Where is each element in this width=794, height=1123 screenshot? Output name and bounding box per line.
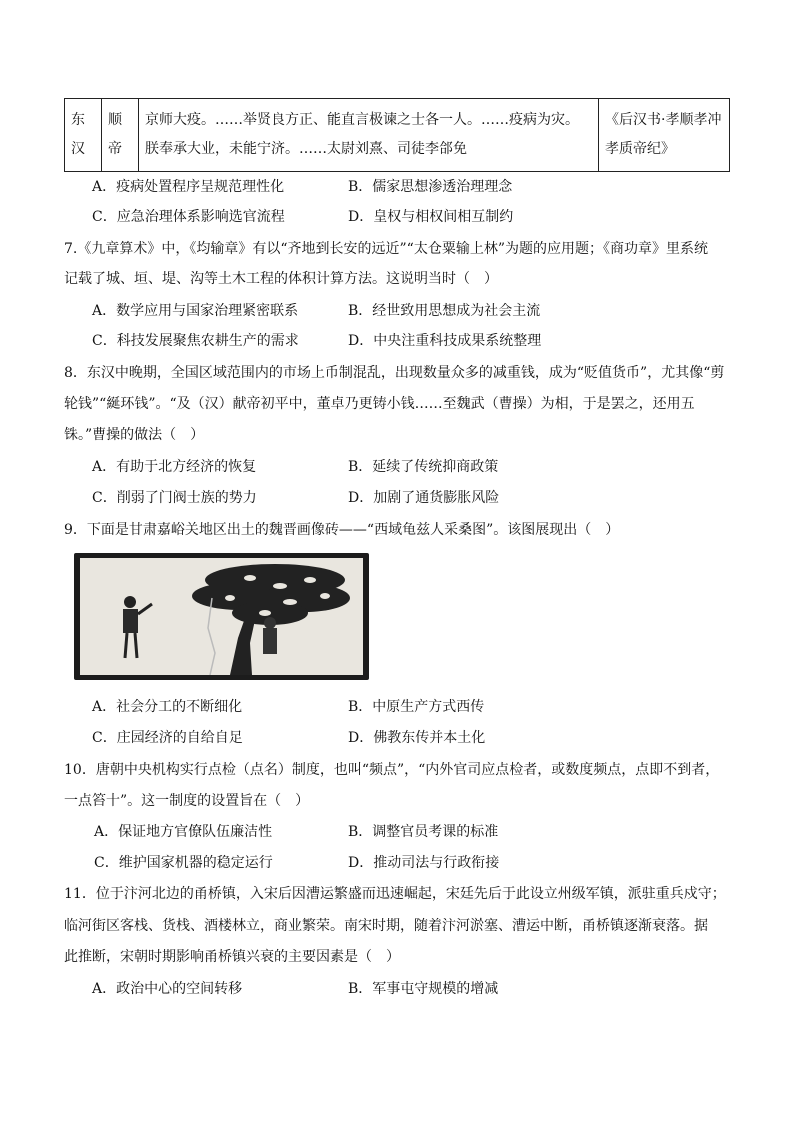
q10-option-b: B．调整官员考课的标准	[348, 824, 499, 840]
q11-option-a: A．政治中心的空间转移	[92, 981, 243, 997]
q7-option-c: C．科技发展聚焦农耕生产的需求	[92, 333, 299, 349]
q10-option-a: A．保证地方官僚队伍廉洁性	[94, 824, 273, 840]
q9-option-c: C．庄园经济的自给自足	[92, 730, 243, 746]
q8-stem-line3: 铢。”曹操的做法（ ）	[64, 427, 205, 443]
q11-stem-line1: 11．位于汴河北边的甬桥镇，入宋后因漕运繁盛而迅速崛起，宋廷先后于此设立州级军镇，派驻重兵戍守；	[64, 886, 726, 902]
q7-option-a: A．数学应用与国家治理紧密联系	[92, 303, 299, 319]
q8-option-d: D．加剧了通货膨胀风险	[348, 490, 500, 506]
table-row	[65, 99, 730, 172]
q11-stem-line2: 临河街区客栈、货栈、酒楼林立，商业繁荣。南宋时期，随着汴河淤塞、漕运中断，甬桥镇逐渐衰落。据	[64, 918, 708, 934]
q8-option-a: A．有助于北方经济的恢复	[92, 459, 257, 475]
q8-stem-line1: 8．东汉中晚期，全国区域范围内的市场上币制混乱，出现数量众多的减重钱，成为“贬值货币”，尤其像“剪	[64, 365, 725, 381]
q8-option-b: B．延续了传统抑商政策	[348, 459, 499, 475]
q9-option-d: D．佛教东传并本土化	[348, 730, 486, 746]
q9-option-b: B．中原生产方式西传	[348, 699, 485, 715]
q6-option-d: D．皇权与相权间相互制约	[348, 209, 514, 225]
content-cell: 京师大疫。……举贤良方正、能直言极谏之士各一人。……疫病为灾。朕奉承大业，未能宁济。……太尉刘熹、司徒李郃免	[139, 99, 599, 172]
q8-option-c: C．削弱了门阀士族的势力	[92, 490, 257, 506]
q9-stem: 9．下面是甘肃嘉峪关地区出土的魏晋画像砖——“西域龟兹人采桑图”。该图展现出（ ）	[64, 522, 620, 538]
q7-stem-line1: 7.《九章算术》中，《均输章》有以“齐地到长安的远近”“太仓粟输上林”为题的应用题；《商功章》里系统	[64, 241, 708, 257]
q10-stem-line2: 一点笞十”。这一制度的设置旨在（ ）	[64, 793, 310, 809]
dynasty-cell: 东汉	[65, 99, 102, 172]
q6-option-c: C．应急治理体系影响选官流程	[92, 209, 285, 225]
q10-option-c: C．维护国家机器的稳定运行	[94, 855, 273, 871]
emperor-cell: 顺帝	[102, 99, 139, 172]
source-cell: 《后汉书·孝顺孝冲孝质帝纪》	[599, 99, 730, 172]
q11-stem-line3: 此推断，宋朝时期影响甬桥镇兴衰的主要因素是（ ）	[64, 949, 400, 965]
q10-option-d: D．推动司法与行政衔接	[348, 855, 500, 871]
q6-option-a: A．疫病处置程序呈规范理性化	[92, 179, 285, 195]
q6-option-b: B．儒家思想渗透治理理念	[348, 179, 513, 195]
history-table	[64, 98, 730, 172]
q7-option-b: B．经世致用思想成为社会主流	[348, 303, 541, 319]
mulberry-picking-brick-image	[74, 553, 369, 680]
q7-option-d: D．中央注重科技成果系统整理	[348, 333, 542, 349]
q10-stem-line1: 10．唐朝中央机构实行点检（点名）制度，也叫“频点”，“内外官司应点检者，或数度频点，点即不到者，	[64, 762, 720, 778]
q11-option-b: B．军事屯守规模的增减	[348, 981, 499, 997]
q7-stem-line2: 记载了城、垣、堤、沟等土木工程的体积计算方法。这说明当时（ ）	[64, 271, 498, 287]
mulberry-tree-illustration	[80, 558, 363, 675]
q8-stem-line2: 轮钱”“綖环钱”。“及（汉）献帝初平中，董卓乃更铸小钱……至魏武（曹操）为相，于是罢之，还用五	[64, 396, 695, 412]
q9-option-a: A．社会分工的不断细化	[92, 699, 243, 715]
